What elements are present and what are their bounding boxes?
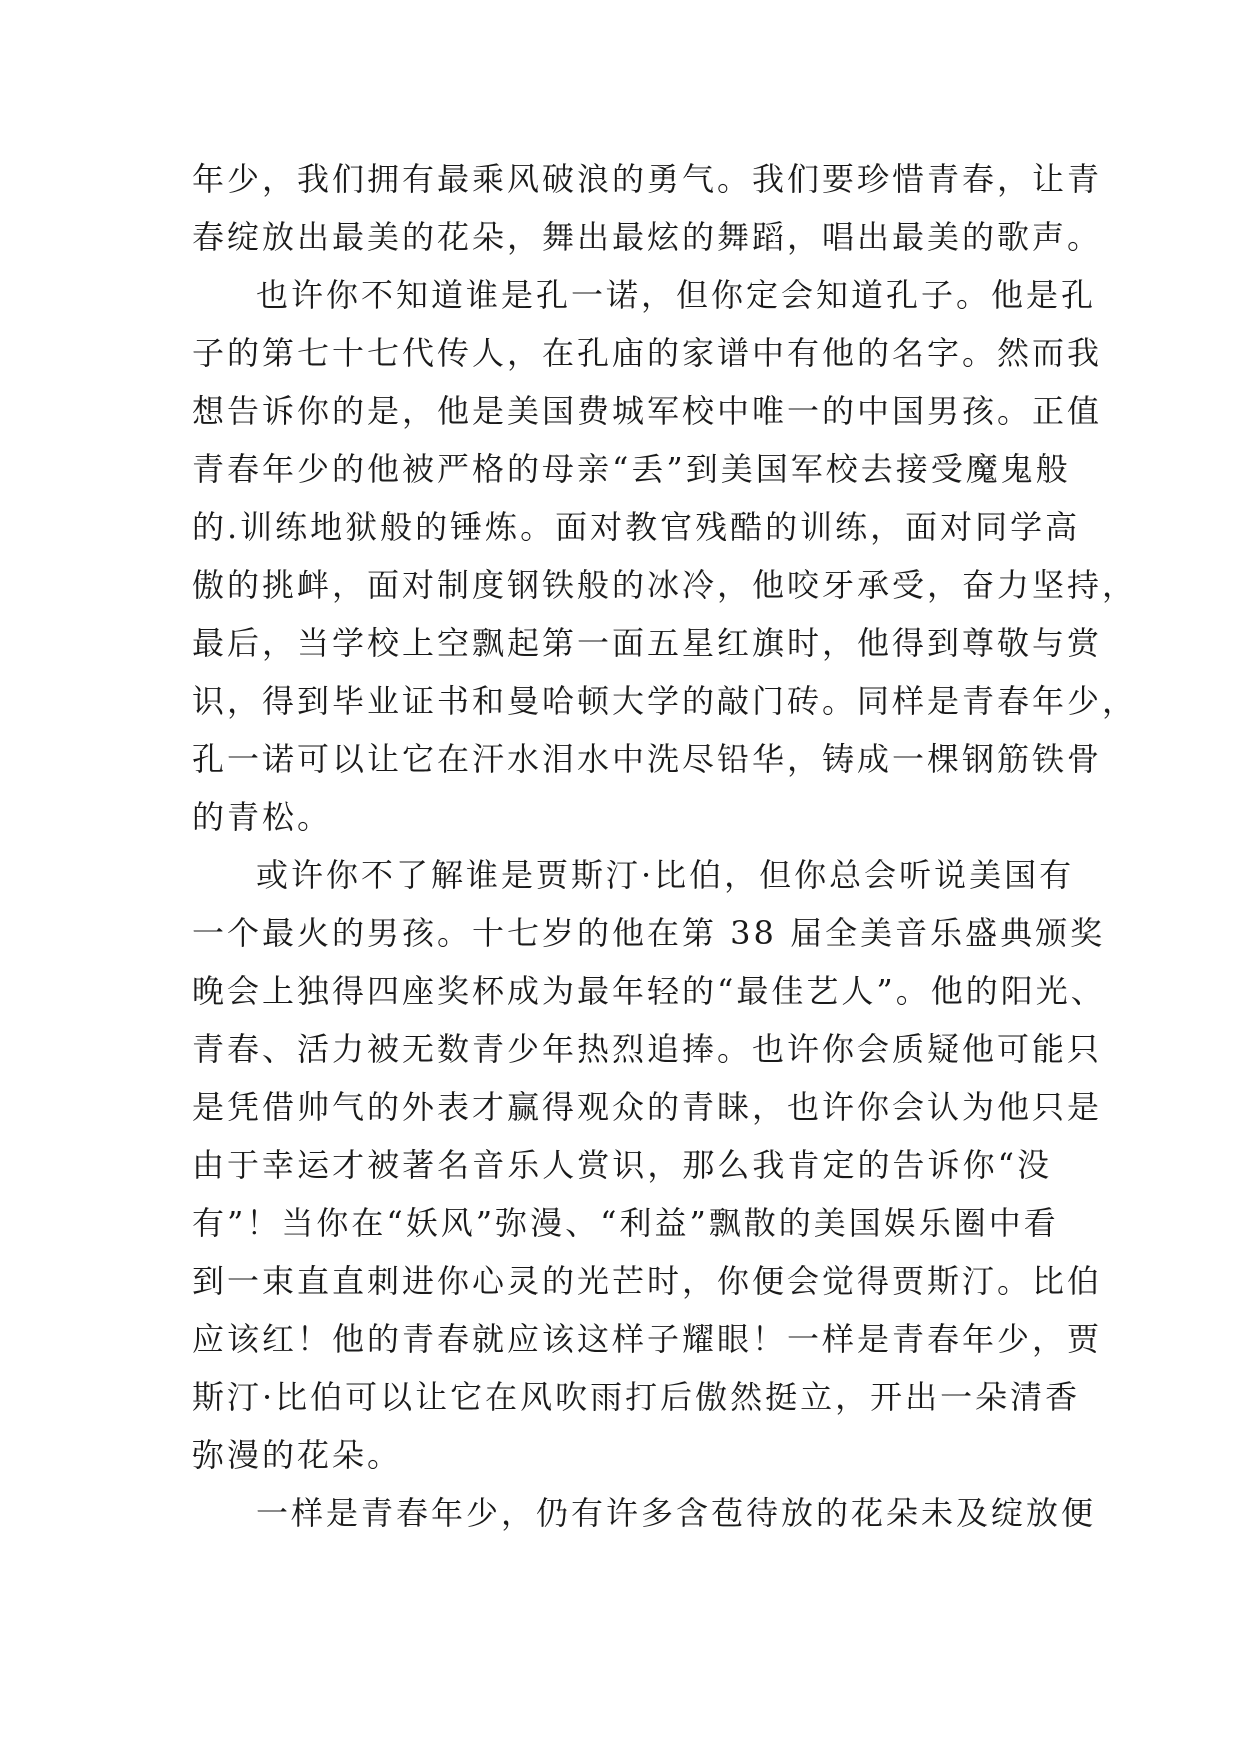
paragraph-1-line-2: 春绽放出最美的花朵，舞出最炫的舞蹈，唱出最美的歌声。: [192, 218, 1103, 256]
body-text: [192, 150, 1138, 1542]
paragraph-3-line-5: 是凭借帅气的外表才赢得观众的青睐，也许你会认为他只是: [192, 1088, 1103, 1126]
paragraph-2-line-7: 最后，当学校上空飘起第一面五星红旗时，他得到尊敬与赏: [192, 624, 1103, 662]
paragraph-2-line-1: 也许你不知道谁是孔一诺，但你定会知道孔子。他是孔: [256, 276, 1097, 314]
paragraph-3-line-2: 一个最火的男孩。十七岁的他在第 38 届全美音乐盛典颁奖: [192, 914, 1106, 952]
paragraph-3-line-3: 晚会上独得四座奖杯成为最年轻的“最佳艺人”。他的阳光、: [192, 972, 1106, 1010]
paragraph-2-line-8: 识，得到毕业证书和曼哈顿大学的敲门砖。同样是青春年少，: [192, 682, 1138, 720]
paragraph-2-line-3: 想告诉你的是，他是美国费城军校中唯一的中国男孩。正值: [192, 392, 1103, 430]
paragraph-3-line-8: 到一束直直刺进你心灵的光芒时，你便会觉得贾斯汀。比伯: [192, 1262, 1103, 1300]
paragraph-3-line-1: 或许你不了解谁是贾斯汀·比伯，但你总会听说美国有: [256, 856, 1075, 894]
paragraph-2-line-4: 青春年少的他被严格的母亲“丢”到美国军校去接受魔鬼般: [192, 450, 1071, 488]
paragraph-3-line-6: 由于幸运才被著名音乐人赏识，那么我肯定的告诉你“没: [192, 1146, 1052, 1184]
paragraph-3-line-9: 应该红！他的青春就应该这样子耀眼！一样是青春年少，贾: [192, 1320, 1103, 1358]
paragraph-3-line-4: 青春、活力被无数青少年热烈追捧。也许你会质疑他可能只: [192, 1030, 1103, 1068]
paragraph-4-line-1: 一样是青春年少，仍有许多含苞待放的花朵未及绽放便: [256, 1494, 1097, 1532]
paragraph-3-line-11: 弥漫的花朵。: [192, 1436, 403, 1474]
paragraph-2-line-9: 孔一诺可以让它在汗水泪水中洗尽铅华，铸成一棵钢筋铁骨: [192, 740, 1103, 778]
paragraph-2-line-5: 的.训练地狱般的锤炼。面对教官残酷的训练，面对同学高: [192, 508, 1081, 546]
paragraph-2-line-6: 傲的挑衅，面对制度钢铁般的冰冷，他咬牙承受，奋力坚持，: [192, 566, 1138, 604]
paragraph-3-line-7: 有”！当你在“妖风”弥漫、“利益”飘散的美国娱乐圈中看: [192, 1204, 1059, 1242]
paragraph-1-line-1: 年少，我们拥有最乘风破浪的勇气。我们要珍惜青春，让青: [192, 160, 1103, 198]
paragraph-3-line-10: 斯汀·比伯可以让它在风吹雨打后傲然挺立，开出一朵清香: [192, 1378, 1081, 1416]
paragraph-2-line-2: 子的第七十七代传人，在孔庙的家谱中有他的名字。然而我: [192, 334, 1103, 372]
paragraph-2-line-10: 的青松。: [192, 798, 333, 836]
